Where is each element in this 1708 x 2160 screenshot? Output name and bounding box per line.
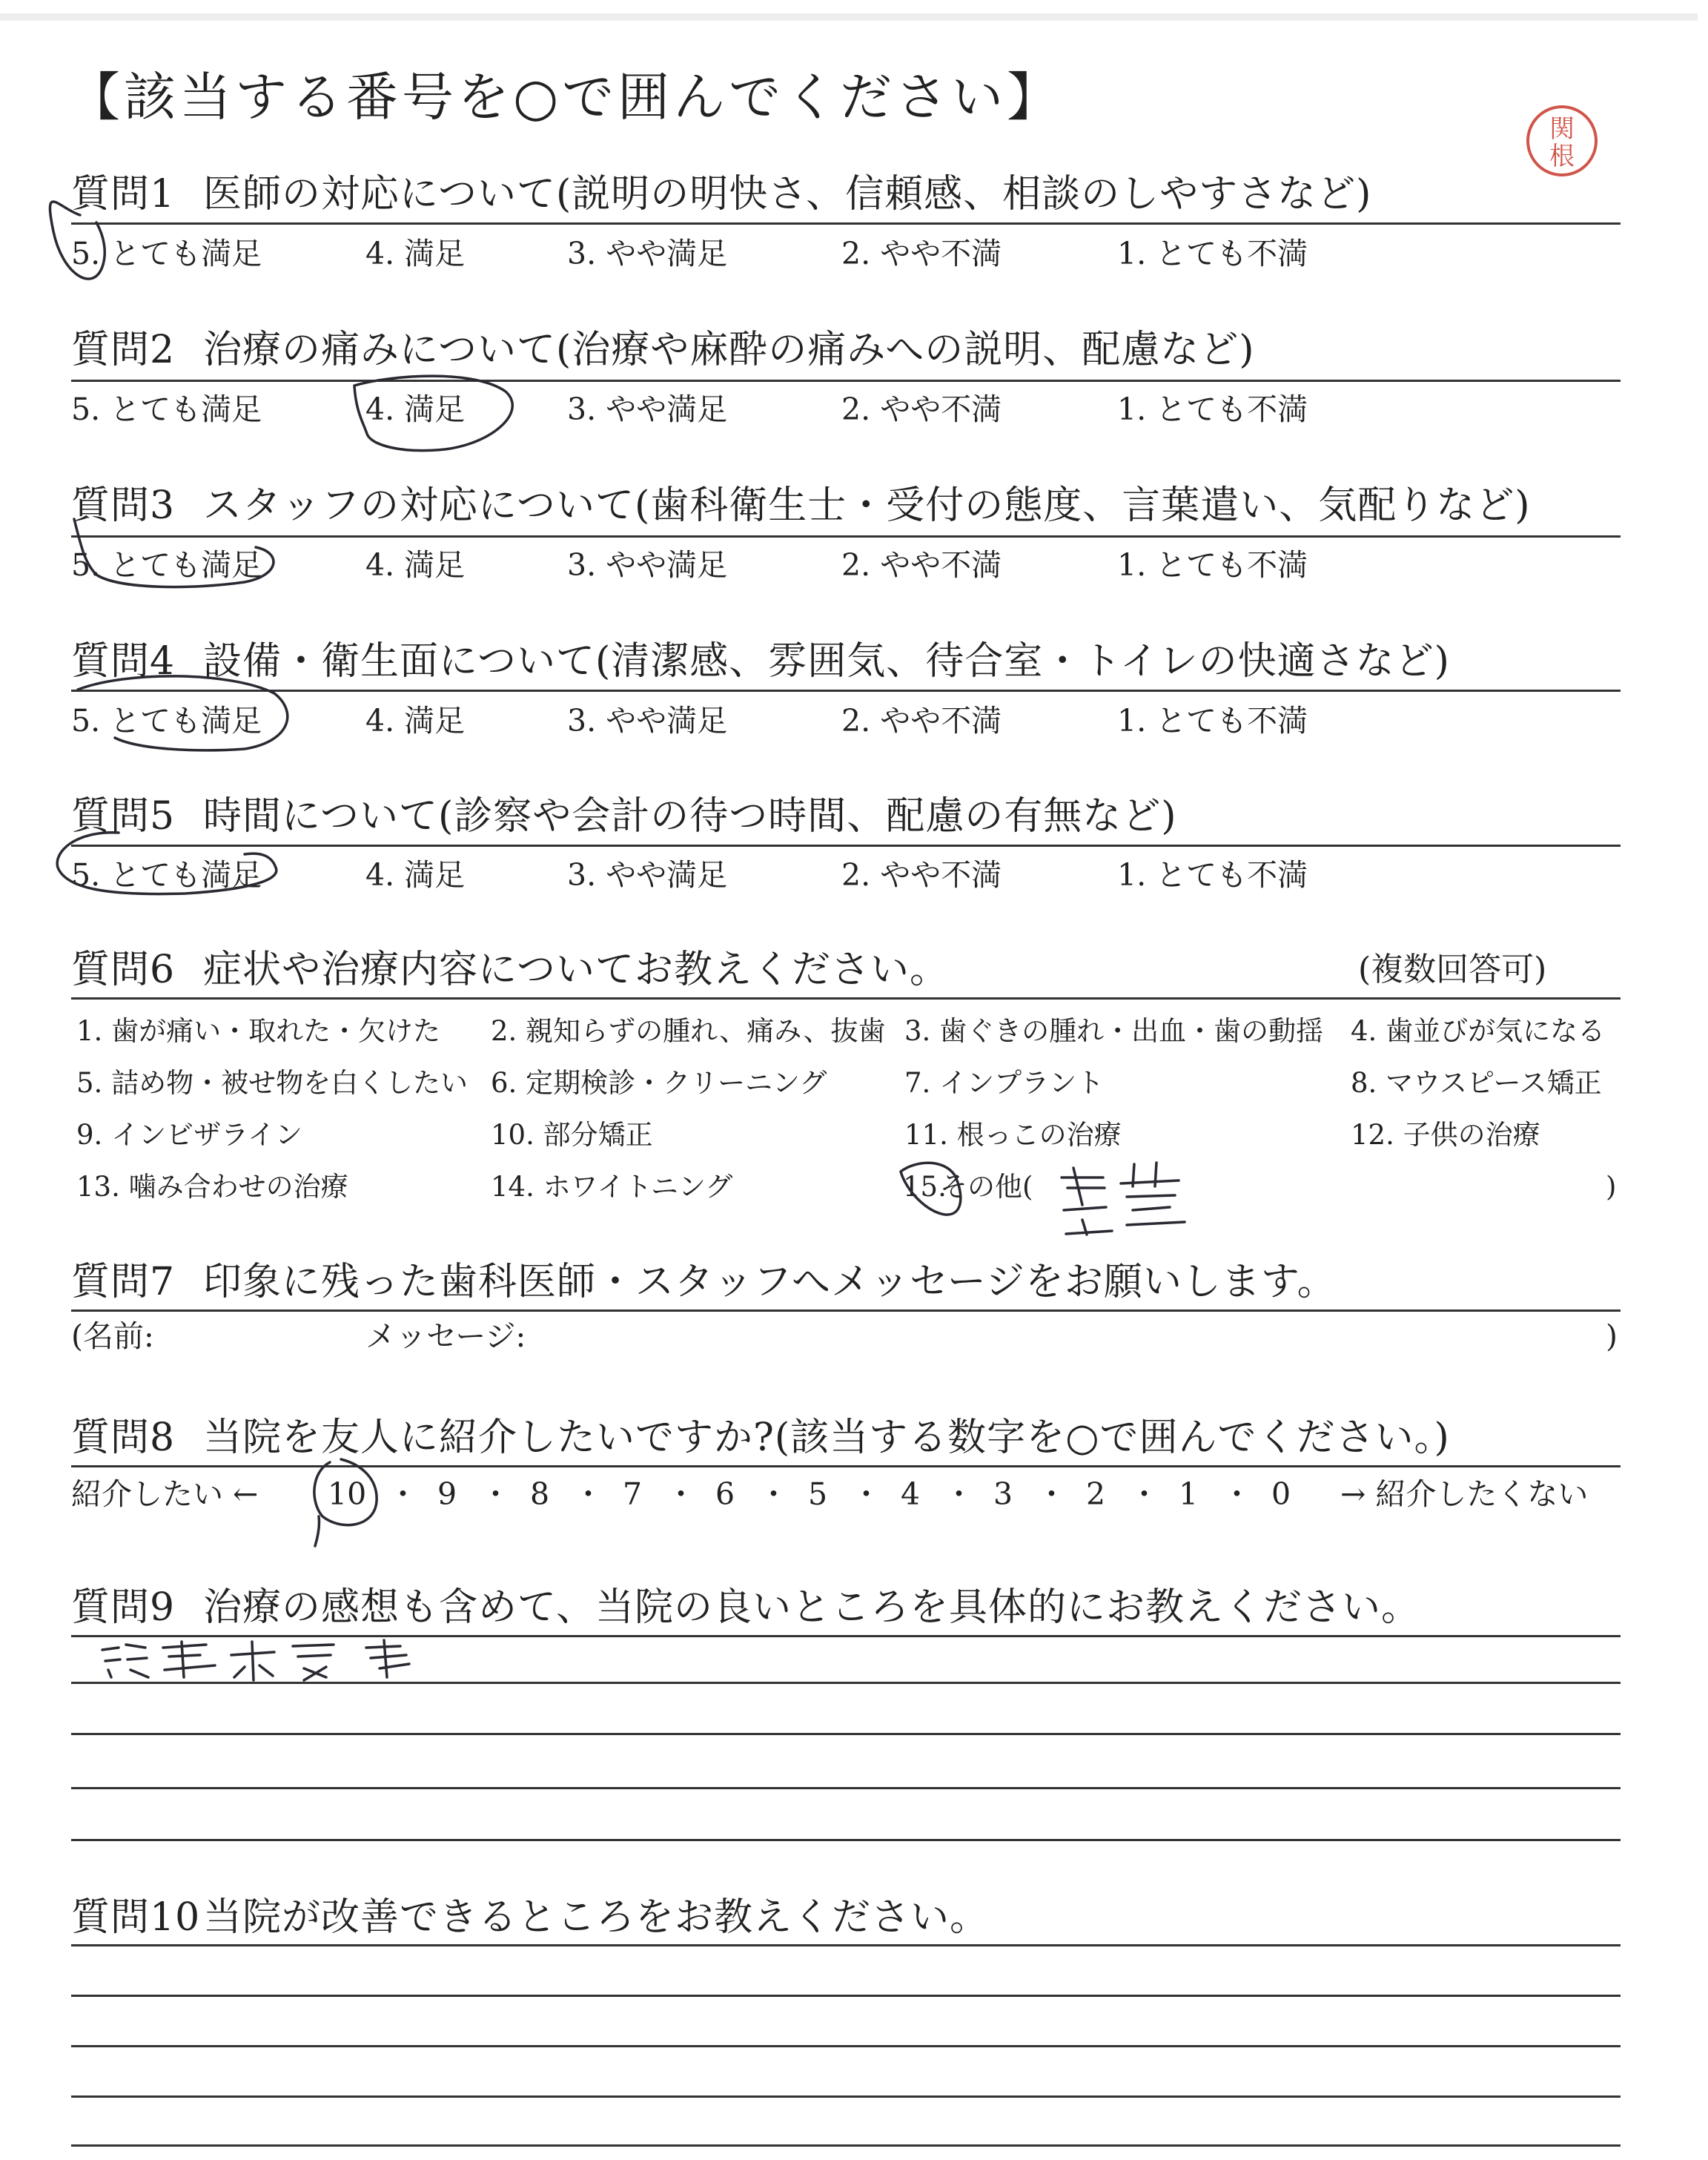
q10-answer-line[interactable] xyxy=(71,2095,1621,2098)
q8-scale-10[interactable]: 10 xyxy=(328,1476,367,1512)
q8-sep: ・ xyxy=(573,1476,603,1512)
q7-name-label: (名前: xyxy=(71,1318,154,1354)
question-1-rule xyxy=(71,222,1621,225)
q6-option-11[interactable]: 11. 根っこの治療 xyxy=(904,1119,1122,1151)
question-4-rule xyxy=(71,690,1621,692)
q8-scale-0[interactable]: 0 xyxy=(1271,1476,1291,1512)
q3-option-4[interactable]: 4. 満足 xyxy=(365,547,466,583)
q6-option-10[interactable]: 10. 部分矯正 xyxy=(491,1119,653,1151)
question-6-rule xyxy=(71,997,1621,1000)
question-2-text: 治療の痛みについて(治療や麻酔の痛みへの説明、配慮など) xyxy=(203,328,1255,372)
q8-sep: ・ xyxy=(666,1476,696,1512)
question-8-header xyxy=(71,1416,1450,1460)
q1-option-2[interactable]: 2. やや不満 xyxy=(841,236,1002,271)
q6-option-8[interactable]: 8. マウスピース矯正 xyxy=(1351,1067,1602,1099)
q8-scale-3[interactable]: 3 xyxy=(993,1476,1013,1512)
question-8-rule xyxy=(71,1465,1621,1467)
q4-option-3[interactable]: 3. やや満足 xyxy=(567,703,728,739)
q8-sep: ・ xyxy=(758,1476,789,1512)
q8-sep: ・ xyxy=(1222,1476,1252,1512)
q2-option-5[interactable]: 5. とても満足 xyxy=(71,392,262,427)
q1-option-5[interactable]: 5. とても満足 xyxy=(71,236,262,271)
question-6-number: 質問6 xyxy=(71,948,176,992)
question-4-number: 質問4 xyxy=(71,639,176,684)
q6-other-close: ) xyxy=(1606,1171,1617,1203)
question-3-number: 質問3 xyxy=(71,483,176,528)
question-3-text: スタッフの対応について(歯科衛生士・受付の態度、言葉遣い、気配りなど) xyxy=(203,483,1531,528)
q3-option-2[interactable]: 2. やや不満 xyxy=(841,547,1002,583)
q6-option-15[interactable]: 15. xyxy=(903,1171,947,1203)
question-10-number: 質問10 xyxy=(71,1895,201,1940)
q6-option-6[interactable]: 6. 定期検診・クリーニング xyxy=(491,1067,827,1099)
q5-option-1[interactable]: 1. とても不満 xyxy=(1117,857,1308,893)
q8-sep: ・ xyxy=(1036,1476,1067,1512)
question-9-number: 質問9 xyxy=(71,1585,176,1630)
q8-scale-4[interactable]: 4 xyxy=(901,1476,921,1512)
question-5-header xyxy=(71,794,1177,839)
q1-option-4[interactable]: 4. 満足 xyxy=(365,236,466,271)
question-7-number: 質問7 xyxy=(71,1260,176,1304)
q6-option-4[interactable]: 4. 歯並びが気になる xyxy=(1351,1015,1606,1047)
q5-option-2[interactable]: 2. やや不満 xyxy=(841,857,1002,893)
question-6-text: 症状や治療内容についてお教えください。 xyxy=(203,948,949,992)
q5-option-4[interactable]: 4. 満足 xyxy=(365,857,466,893)
q4-option-2[interactable]: 2. やや不満 xyxy=(841,703,1002,739)
q10-answer-line[interactable] xyxy=(71,2045,1621,2047)
q9-answer-line[interactable] xyxy=(71,1839,1621,1841)
question-4-header xyxy=(71,639,1450,684)
q9-answer-line[interactable] xyxy=(71,1787,1621,1789)
question-2-header xyxy=(71,328,1255,372)
q8-sep: ・ xyxy=(388,1476,418,1512)
q7-close: ) xyxy=(1606,1318,1618,1354)
question-9-header xyxy=(71,1585,1420,1630)
q2-option-1[interactable]: 1. とても不満 xyxy=(1117,392,1308,427)
q1-option-3[interactable]: 3. やや満足 xyxy=(567,236,728,271)
svg-text:根: 根 xyxy=(1549,142,1575,171)
scan-top-edge xyxy=(0,13,1698,21)
question-6-note: (複数回答可) xyxy=(1358,951,1547,988)
question-6-header xyxy=(71,948,949,992)
q8-scale-7[interactable]: 7 xyxy=(623,1476,643,1512)
q8-sep: ・ xyxy=(480,1476,511,1512)
q6-other-handwriting xyxy=(1062,1163,1185,1235)
question-10-rule xyxy=(71,1944,1621,1946)
q1-option-1[interactable]: 1. とても不満 xyxy=(1117,236,1308,271)
q4-option-1[interactable]: 1. とても不満 xyxy=(1117,703,1308,739)
question-7-text: 印象に残った歯科医師・スタッフへメッセージをお願いします。 xyxy=(203,1260,1337,1304)
q6-option-other-label: その他( xyxy=(940,1171,1033,1203)
question-10-text: 当院が改善できるところをお教えください。 xyxy=(203,1895,990,1940)
q6-option-9[interactable]: 9. インビザライン xyxy=(76,1119,302,1151)
q7-message-label: メッセージ: xyxy=(365,1318,526,1354)
q5-option-5[interactable]: 5. とても満足 xyxy=(71,857,262,893)
question-3-rule xyxy=(71,535,1621,538)
q5-option-3[interactable]: 3. やや満足 xyxy=(567,857,728,893)
q8-sep: ・ xyxy=(851,1476,881,1512)
page-title: 【該当する番号を○で囲んでください】 xyxy=(68,67,1063,128)
q8-left-label: 紹介したい ← xyxy=(71,1476,259,1512)
q3-option-3[interactable]: 3. やや満足 xyxy=(567,547,728,583)
question-9-text: 治療の感想も含めて、当院の良いところを具体的にお教えください。 xyxy=(203,1585,1420,1630)
question-1-number: 質問1 xyxy=(71,172,176,217)
question-5-rule xyxy=(71,845,1621,847)
q6-option-12[interactable]: 12. 子供の治療 xyxy=(1351,1119,1540,1151)
q8-scale-6[interactable]: 6 xyxy=(715,1476,735,1512)
q4-option-4[interactable]: 4. 満足 xyxy=(365,703,466,739)
svg-text:関: 関 xyxy=(1549,114,1575,144)
q3-option-5[interactable]: 5. とても満足 xyxy=(71,547,262,583)
q8-scale-8[interactable]: 8 xyxy=(530,1476,550,1512)
q2-option-3[interactable]: 3. やや満足 xyxy=(567,392,728,427)
question-10-header xyxy=(71,1895,990,1940)
question-5-number: 質問5 xyxy=(71,794,176,839)
q6-option-2[interactable]: 2. 親知らずの腫れ、痛み、抜歯 xyxy=(491,1015,886,1047)
q6-option-3[interactable]: 3. 歯ぐきの腫れ・出血・歯の動揺 xyxy=(904,1015,1324,1047)
q8-scale-2[interactable]: 2 xyxy=(1086,1476,1106,1512)
q10-answer-line[interactable] xyxy=(71,2144,1621,2147)
question-7-rule xyxy=(71,1309,1621,1312)
question-2-rule xyxy=(71,380,1621,382)
q8-sep: ・ xyxy=(1129,1476,1159,1512)
question-8-text: 当院を友人に紹介したいですか?(該当する数字を○で囲んでください。) xyxy=(203,1416,1450,1460)
q3-option-1[interactable]: 1. とても不満 xyxy=(1117,547,1308,583)
q8-scale-1[interactable]: 1 xyxy=(1179,1476,1199,1512)
question-9-rule xyxy=(71,1635,1621,1637)
q9-handwritten-answer xyxy=(102,1640,409,1680)
q9-answer-line[interactable] xyxy=(71,1682,1621,1684)
question-1-header xyxy=(71,172,1372,217)
question-7-header xyxy=(71,1260,1337,1304)
q6-option-7[interactable]: 7. インプラント xyxy=(904,1067,1105,1099)
q6-option-14[interactable]: 14. ホワイトニング xyxy=(491,1171,733,1203)
question-2-number: 質問2 xyxy=(71,328,176,372)
q6-option-5[interactable]: 5. 詰め物・被せ物を白くしたい xyxy=(76,1067,469,1099)
q8-scale-5[interactable]: 5 xyxy=(808,1476,828,1512)
question-5-text: 時間について(診察や会計の待つ時間、配慮の有無など) xyxy=(203,794,1177,839)
question-8-number: 質問8 xyxy=(71,1416,176,1460)
q8-right-label: → 紹介したくない xyxy=(1340,1476,1589,1512)
q4-option-5[interactable]: 5. とても満足 xyxy=(71,703,262,739)
q8-sep: ・ xyxy=(944,1476,974,1512)
q10-answer-line[interactable] xyxy=(71,1995,1621,1997)
q6-option-1[interactable]: 1. 歯が痛い・取れた・欠けた xyxy=(76,1015,441,1047)
q8-scale-9[interactable]: 9 xyxy=(437,1476,457,1512)
question-3-header xyxy=(71,483,1531,528)
q2-option-4[interactable]: 4. 満足 xyxy=(365,392,466,427)
q6-option-13[interactable]: 13. 噛み合わせの治療 xyxy=(76,1171,348,1203)
q2-option-2[interactable]: 2. やや不満 xyxy=(841,392,1002,427)
question-1-text: 医師の対応について(説明の明快さ、信頼感、相談のしやすさなど) xyxy=(203,172,1372,217)
q9-answer-line[interactable] xyxy=(71,1733,1621,1735)
question-4-text: 設備・衛生面について(清潔感、雰囲気、待合室・トイレの快適さなど) xyxy=(203,639,1450,684)
seal-stamp xyxy=(1523,102,1601,179)
